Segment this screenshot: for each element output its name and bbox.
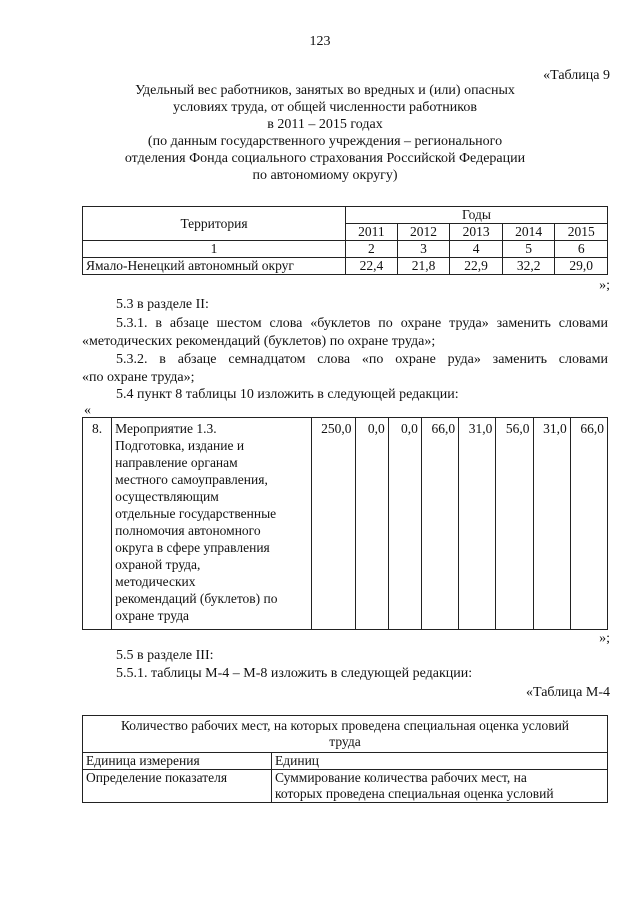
paragraph-5-3-2-line2: «по охране труда»; bbox=[82, 370, 195, 385]
description-line: рекомендаций (буклетов) по bbox=[115, 591, 278, 606]
year-cell: 2015 bbox=[555, 224, 608, 241]
value-cell: 66,0 bbox=[421, 418, 458, 630]
table-m4-title bbox=[83, 716, 608, 753]
table10-closing: »; bbox=[599, 631, 610, 646]
table9-title-line: условиях труда, от общей численности работников bbox=[173, 100, 477, 115]
paragraph-5-5: 5.5 в разделе III: bbox=[116, 648, 214, 663]
paragraph-5-4: 5.4 пункт 8 таблицы 10 изложить в следующей редакции: bbox=[116, 387, 459, 402]
description-line: охране труда bbox=[115, 608, 190, 623]
table-m4-value bbox=[272, 753, 608, 770]
description-line: методических bbox=[115, 574, 196, 589]
table10-row8 bbox=[82, 417, 608, 630]
table9-closing: »; bbox=[599, 278, 610, 293]
value-cell: 29,0 bbox=[555, 258, 608, 275]
territory-name: Ямало-Ненецкий автономный округ bbox=[83, 258, 346, 275]
table9-title-line: отделения Фонда социального страхования Российской Федерации bbox=[124, 151, 526, 166]
table9-title-line: Удельный вес работников, занятых во вредных и (или) опасных bbox=[135, 83, 515, 98]
table9-title-line: по автономиому округу) bbox=[252, 168, 398, 183]
page-number: 123 bbox=[309, 34, 331, 49]
table9-title-line: (по данным государственного учреждения – регионального bbox=[147, 134, 503, 149]
description-line: Подготовка, издание и bbox=[115, 438, 245, 453]
description-line: округа в сфере управления bbox=[115, 540, 270, 555]
year-cell: 2013 bbox=[450, 224, 503, 241]
paragraph-5-5-1: 5.5.1. таблицы М-4 – М-8 изложить в следующей редакции: bbox=[116, 666, 473, 681]
value-cell: 31,0 bbox=[459, 418, 496, 630]
description-line: охраной труда, bbox=[115, 557, 201, 572]
header-territory: Территория bbox=[83, 207, 346, 241]
table-m4-caption: «Таблица М-4 bbox=[526, 685, 610, 700]
table-m4-value-line: которых проведена специальная оценка условий bbox=[275, 786, 554, 801]
value-cell: 32,2 bbox=[502, 258, 555, 275]
open-quote: « bbox=[84, 403, 91, 418]
description-line: местного самоуправления, bbox=[115, 472, 268, 487]
table9-title bbox=[80, 82, 570, 184]
year-cell: 2011 bbox=[346, 224, 398, 241]
value-cell: 31,0 bbox=[533, 418, 570, 630]
table-m4-value-line: Единиц bbox=[275, 753, 320, 768]
table-m4-value bbox=[272, 770, 608, 803]
row-number: 8. bbox=[83, 418, 112, 630]
value-cell: 22,9 bbox=[450, 258, 503, 275]
value-cell: 22,4 bbox=[346, 258, 398, 275]
header-years: Годы bbox=[346, 207, 608, 224]
table-m4 bbox=[82, 715, 608, 803]
value-cell: 0,0 bbox=[388, 418, 421, 630]
table-m4-label: Определение показателя bbox=[83, 770, 272, 803]
index-cell: 6 bbox=[555, 241, 608, 258]
value-cell: 250,0 bbox=[312, 418, 355, 630]
description-line: направление органам bbox=[115, 455, 238, 470]
index-cell: 2 bbox=[346, 241, 398, 258]
paragraph-5-3: 5.3 в разделе II: bbox=[116, 297, 209, 312]
value-cell: 66,0 bbox=[570, 418, 607, 630]
value-cell: 0,0 bbox=[355, 418, 388, 630]
year-cell: 2012 bbox=[397, 224, 450, 241]
table9 bbox=[82, 206, 608, 275]
table9-caption: «Таблица 9 bbox=[543, 68, 610, 83]
index-cell: 4 bbox=[450, 241, 503, 258]
table9-title-line: в 2011 – 2015 годах bbox=[267, 117, 383, 132]
value-cell: 21,8 bbox=[397, 258, 450, 275]
row-description bbox=[112, 418, 312, 630]
description-line: отдельные государственные bbox=[115, 506, 277, 521]
table-m4-title-line: труда bbox=[329, 734, 361, 749]
table-m4-title-line: Количество рабочих мест, на которых проведена специальная оценка условий bbox=[120, 718, 570, 733]
paragraph-5-3-1-line1: 5.3.1. в абзаце шестом слова «буклетов по охране труда» заменить словами bbox=[116, 316, 608, 331]
table-m4-value-line: Суммирование количества рабочих мест, на bbox=[275, 770, 527, 785]
year-cell: 2014 bbox=[502, 224, 555, 241]
table-m4-label: Единица измерения bbox=[83, 753, 272, 770]
description-line: осуществляющим bbox=[115, 489, 219, 504]
index-cell: 1 bbox=[83, 241, 346, 258]
index-cell: 5 bbox=[502, 241, 555, 258]
paragraph-5-3-2-line1: 5.3.2. в абзаце семнадцатом слова «по охране руда» заменить словами bbox=[116, 352, 608, 367]
description-line: полномочия автономного bbox=[115, 523, 261, 538]
index-cell: 3 bbox=[397, 241, 450, 258]
paragraph-5-3-1-line2: «методических рекомендаций (буклетов) по охране труда»; bbox=[82, 334, 436, 349]
value-cell: 56,0 bbox=[496, 418, 533, 630]
description-line: Мероприятие 1.3. bbox=[115, 421, 217, 436]
